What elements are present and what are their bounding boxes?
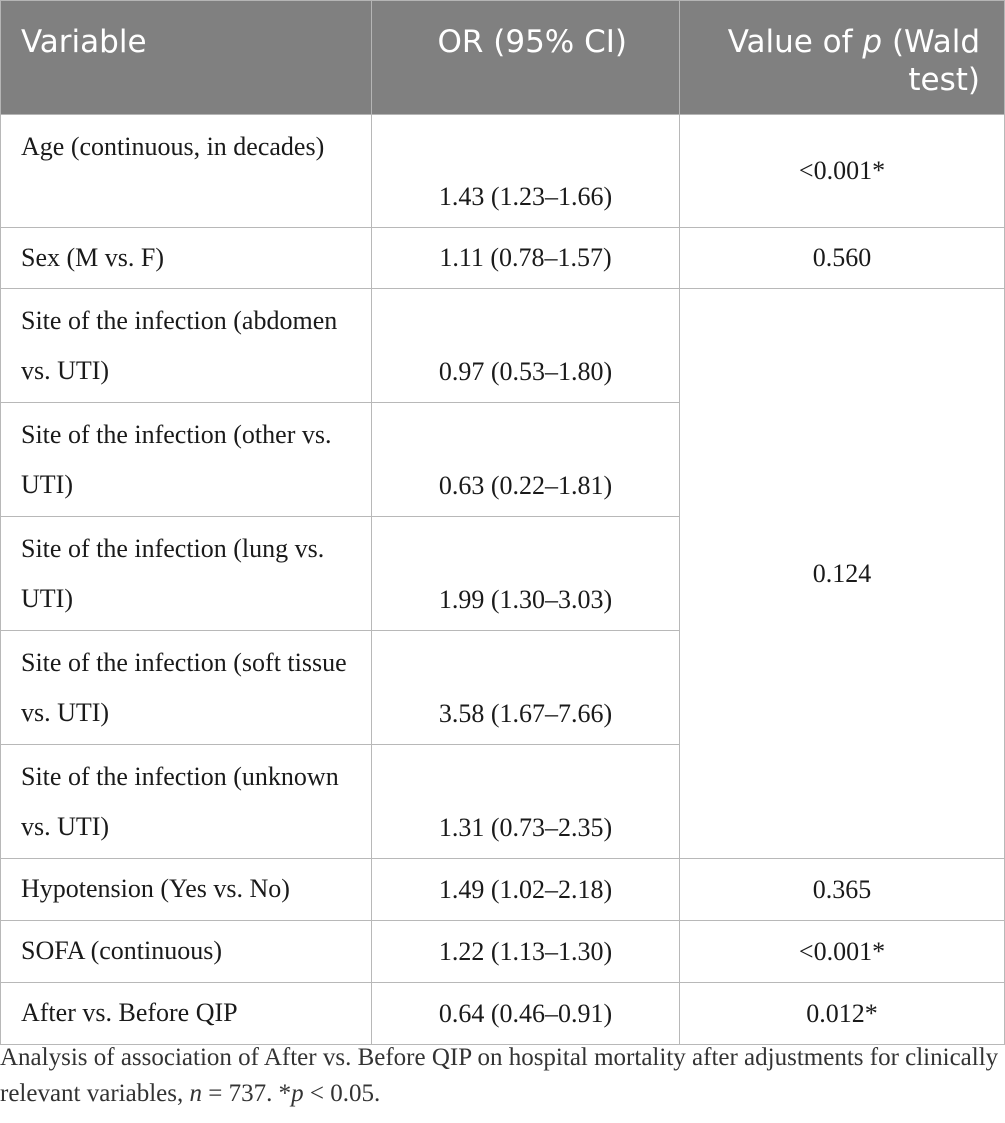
table-footnote — [0, 1040, 1000, 1112]
header-variable — [1, 1, 372, 115]
cell-variable: SOFA (continuous) — [1, 921, 372, 983]
table-row — [1, 921, 1005, 983]
cell-variable: Site of the infection (soft tissue vs. UTI) — [1, 631, 372, 745]
cell-or-ci: 1.43 (1.23–1.66) — [372, 115, 680, 228]
table-row — [1, 228, 1005, 289]
header-p-prefix: Value of — [727, 24, 863, 60]
footnote-text-1: Analysis of association of After vs. Before QIP on hospital mortality after adjustments for clinically relevant variables, — [0, 1044, 999, 1107]
header-p-suffix: (Wald test) — [882, 24, 980, 98]
cell-or-ci: 1.31 (0.73–2.35) — [372, 745, 680, 859]
cell-variable: Hypotension (Yes vs. No) — [1, 859, 372, 921]
cell-or-ci: 0.97 (0.53–1.80) — [372, 289, 680, 403]
footnote-text-3: < 0.05. — [303, 1080, 381, 1107]
cell-p-value: 0.560 — [680, 228, 1005, 289]
cell-variable: Sex (M vs. F) — [1, 228, 372, 289]
cell-p-value: <0.001* — [680, 115, 1005, 228]
footnote-n-symbol: n — [189, 1080, 202, 1107]
table-row — [1, 289, 1005, 403]
cell-or-ci: 1.49 (1.02–2.18) — [372, 859, 680, 921]
cell-variable: Site of the infection (abdomen vs. UTI) — [1, 289, 372, 403]
cell-variable: After vs. Before QIP — [1, 983, 372, 1045]
header-p-value — [680, 1, 1005, 115]
cell-p-value: 0.365 — [680, 859, 1005, 921]
cell-or-ci: 3.58 (1.67–7.66) — [372, 631, 680, 745]
table-row — [1, 115, 1005, 228]
cell-or-ci: 1.99 (1.30–3.03) — [372, 517, 680, 631]
footnote-p-symbol: p — [291, 1080, 304, 1107]
table-header — [1, 1, 1005, 115]
header-p-symbol: p — [862, 24, 883, 60]
cell-p-value: <0.001* — [680, 921, 1005, 983]
cell-variable: Site of the infection (lung vs. UTI) — [1, 517, 372, 631]
header-variable-label: Variable — [21, 24, 147, 60]
cell-or-ci: 0.63 (0.22–1.81) — [372, 403, 680, 517]
cell-or-ci: 0.64 (0.46–0.91) — [372, 983, 680, 1045]
header-or-ci-label: OR (95% CI) — [437, 24, 627, 60]
cell-or-ci: 1.22 (1.13–1.30) — [372, 921, 680, 983]
cell-p-value: 0.012* — [680, 983, 1005, 1045]
table-row — [1, 859, 1005, 921]
cell-or-ci: 1.11 (0.78–1.57) — [372, 228, 680, 289]
cell-variable: Site of the infection (other vs. UTI) — [1, 403, 372, 517]
table-row — [1, 983, 1005, 1045]
cell-p-value-merged: 0.124 — [680, 289, 1005, 859]
footnote-text-2: = 737. * — [202, 1080, 292, 1107]
cell-variable: Site of the infection (unknown vs. UTI) — [1, 745, 372, 859]
cell-variable: Age (continuous, in decades) — [1, 115, 372, 228]
header-or-ci — [372, 1, 680, 115]
